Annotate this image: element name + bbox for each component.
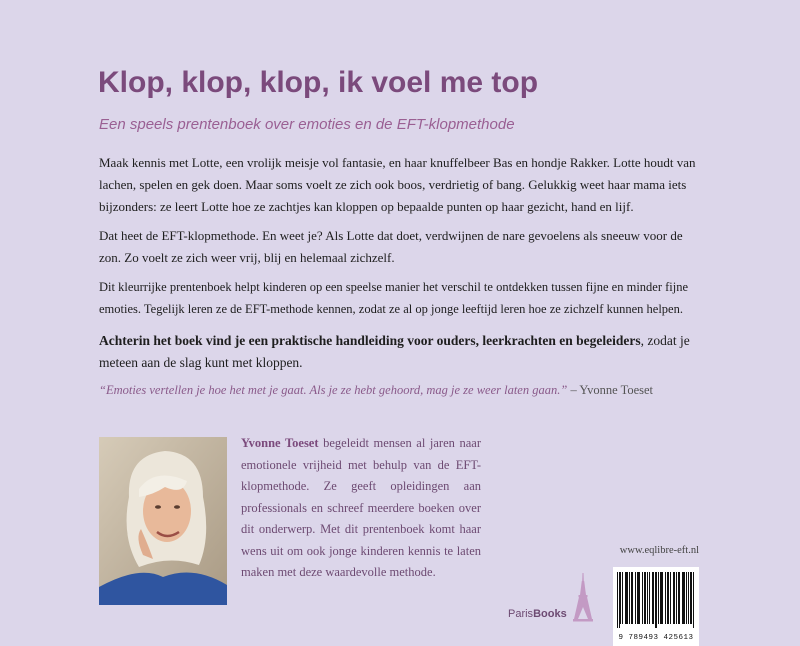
author-bio xyxy=(241,433,481,584)
author-portrait-illustration xyxy=(99,437,227,605)
author-name: Yvonne Toeset xyxy=(241,436,319,450)
website-url: www.eqlibre-eft.nl xyxy=(619,545,699,556)
book-subtitle: Een speels prentenboek over emoties en de EFT-klopmethode xyxy=(99,116,515,133)
handleiding-highlight: Achterin het boek vind je een praktische handleiding voor ouders, leerkrachten en begeleiders xyxy=(99,333,641,348)
publisher-name-part1: Paris xyxy=(508,608,534,620)
author-portrait xyxy=(99,437,227,605)
publisher-name-part2: Books xyxy=(533,608,567,620)
author-quote xyxy=(99,383,739,398)
barcode-bars xyxy=(617,572,695,628)
quote-author: – Yvonne Toeset xyxy=(567,383,654,397)
quote-text: “Emoties vertellen je hoe het met je gaat. Als je ze hebt gehoord, mag je ze weer laten gaan.” xyxy=(99,383,568,397)
blurb-paragraph-1: Maak kennis met Lotte, een vrolijk meisje vol fantasie, en haar knuffelbeer Bas en hondje Rakker. Lotte houdt van lachen, spelen en gek doen. Maar soms voelt ze zich ook boos, verdrietig of bang. Gelukkig weet haar mama iets bijzonders: ze leert Lotte hoe ze zachtjes kan kloppen op bepaalde punten op haar gezicht, hand en lijf. xyxy=(99,155,696,214)
publisher-logo xyxy=(508,608,567,620)
blurb-paragraph-4 xyxy=(99,330,705,374)
blurb-paragraph-2: Dat heet de EFT-klopmethode. En weet je? Als Lotte dat doet, verdwijnen de nare gevoelens als sneeuw voor de zon. Zo voelt ze zich weer vrij, blij en helemaal zichzelf. xyxy=(99,228,683,265)
book-title: Klop, klop, klop, ik voel me top xyxy=(98,66,539,99)
isbn-number: 9 789493 425613 xyxy=(618,634,694,642)
eiffel-tower-icon xyxy=(571,573,595,623)
isbn-barcode xyxy=(613,567,699,646)
author-bio-text: begeleidt mensen al jaren naar emotionele vrijheid met behulp van de EFT-klopmethode. Ze geeft opleidingen aan professionals en schreef meerdere boeken over dit onderwerp. Met dit prentenboek komt haar wens uit om ook jonge kinderen kennis te laten maken met deze waardevolle methode. xyxy=(241,436,481,579)
blurb-paragraph-4-rest: , zodat je meteen aan de slag kunt met kloppen. xyxy=(99,333,690,370)
blurb-paragraph-3: Dit kleurrijke prentenboek helpt kinderen op een speelse manier het verschil te ontdekken tussen fijne en minder fijne emoties. Tegelijk leren ze de EFT-methode kennen, zodat ze al op jonge leeftijd leren hoe ze zichzelf kunnen helpen. xyxy=(99,280,689,316)
